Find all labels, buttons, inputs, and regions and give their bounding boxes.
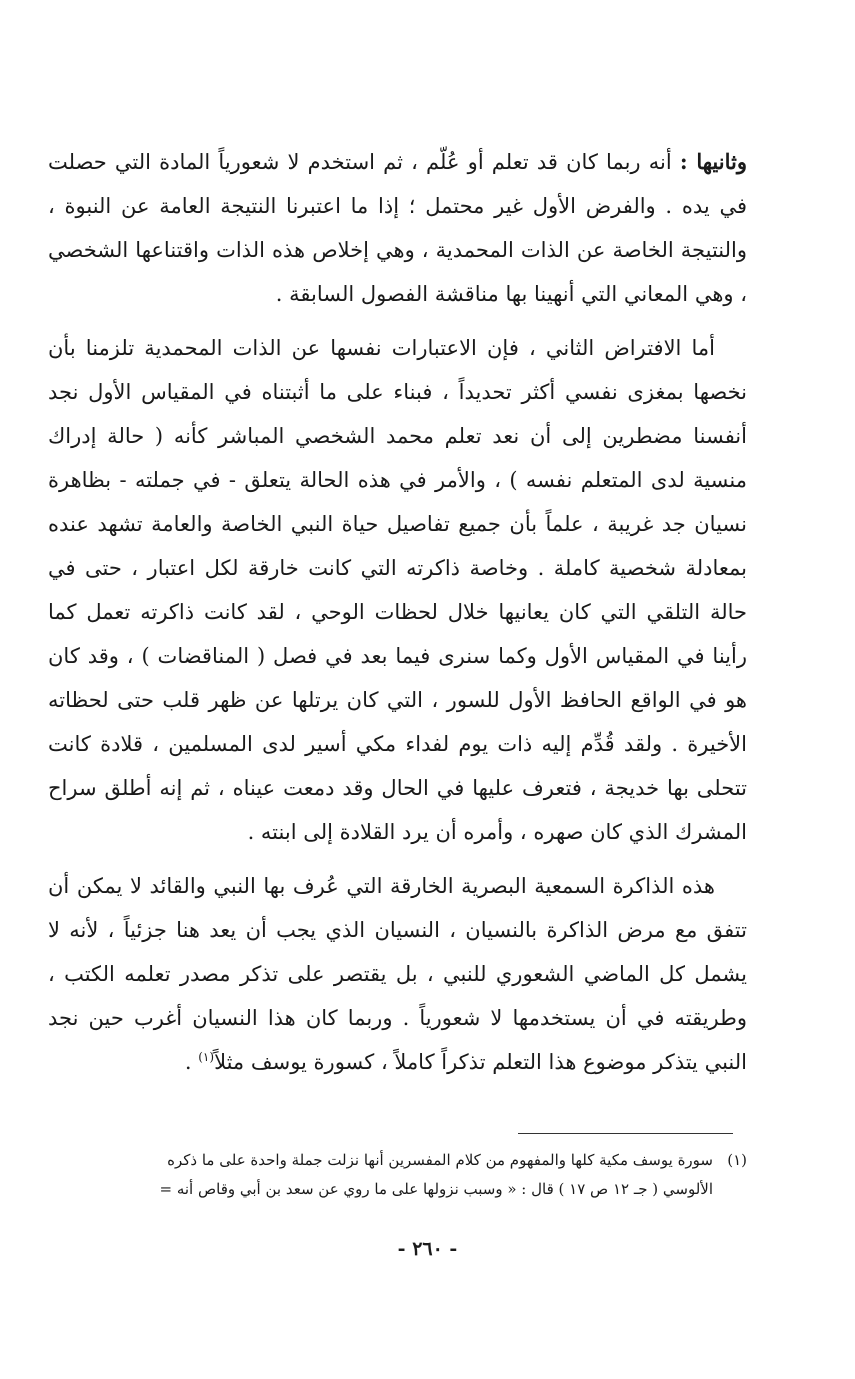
footnote-reference[interactable]: (١) — [198, 1050, 215, 1064]
footnotes — [24, 1146, 747, 1204]
paragraph-text: هذه الذاكرة السمعية البصرية الخارقة التي عُرف بها النبي والقائد لا يمكن أن تتفق مع مرض الذاكرة بالنسيان ، النسيان الذي يجب أن يعد هنا جزئياً ، لأنه لا يشمل كل الماضي الشعوري للنبي ، بل يقتصر على تذكر مصدر تعلمه الكتب ، وطريقته في أن يستخدمها لا شعورياً . وربما كان هذا النسيان أغرب حين نجد النبي يتذكر موضوع هذا التعلم تذكراً كاملاً ، كسورة يوسف مثلاً — [48, 874, 747, 1074]
body-text — [48, 140, 747, 1094]
paragraph-3 — [48, 864, 747, 1084]
paragraph-1 — [48, 140, 747, 316]
footnote-divider — [518, 1133, 733, 1134]
footnote-line — [24, 1146, 747, 1175]
paragraph-lead: وثانيها : — [679, 149, 747, 174]
footnote-text: الألوسي ( جـ ١٢ ص ١٧ ) قال : « وسبب نزولها على ما روي عن سعد بن أبي وقاص أنه = — [159, 1180, 713, 1198]
footnote-number: (١) — [727, 1151, 747, 1169]
paragraph-tail: . — [184, 1050, 199, 1074]
footnote-line — [24, 1175, 747, 1204]
page-number: - ٢٦٠ - — [397, 1238, 458, 1260]
paragraph-text: أنه ربما كان قد تعلم أو عُلّم ، ثم استخدم لا شعورياً المادة التي حصلت في يده . والفرض الأول غير محتمل ؛ إذا ما اعتبرنا النتيجة العامة عن النبوة ، والنتيجة الخاصة عن الذات المحمدية ، وهي إخلاص هذه الذات واقتناعها الشخصي ، وهي المعاني التي أنهينا بها مناقشة الفصول السابقة . — [48, 150, 747, 306]
paragraph-text: أما الافتراض الثاني ، فإن الاعتبارات نفسها عن الذات المحمدية تلزمنا بأن نخصها بمغزى نفسي أكثر تحديداً ، فبناء على ما أثبتناه في المقياس الأول نجد أنفسنا مضطرين إلى أن نعد تعلم محمد الشخصي المباشر كأنه ( حالة إدراك منسية لدى المتعلم نفسه ) ، والأمر في هذه الحالة يتعلق - في جملته - بظاهرة نسيان جد غريبة ، علماً بأن جميع تفاصيل حياة النبي الخاصة والعامة تشهد عنده بمعادلة شخصية كاملة . وخاصة ذاكرته التي كانت خارقة لكل اعتبار ، حتى في حالة التلقي التي كان يعانيها خلال لحظات الوحي ، لقد كانت ذاكرته تعمل كما رأينا في المقياس الأول وكما سنرى فيما بعد في فصل ( المناقضات ) ، وقد كان هو في الواقع الحافظ الأول للسور ، التي كان يرتلها عن ظهر قلب حتى لحظاته الأخيرة . ولقد قُدِّم إليه ذات يوم لفداء مكي أسير لدى المسلمين ، قلادة كانت تتحلى بها خديجة ، فتعرف عليها في الحال وقد دمعت عيناه ، ثم إنه أطلق سراح المشرك الذي كان صهره ، وأمره أن يرد القلادة إلى ابنته . — [48, 336, 747, 844]
paragraph-2 — [48, 326, 747, 854]
footnote-text: سورة يوسف مكية كلها والمفهوم من كلام المفسرين أنها نزلت جملة واحدة على ما ذكره — [167, 1151, 713, 1169]
